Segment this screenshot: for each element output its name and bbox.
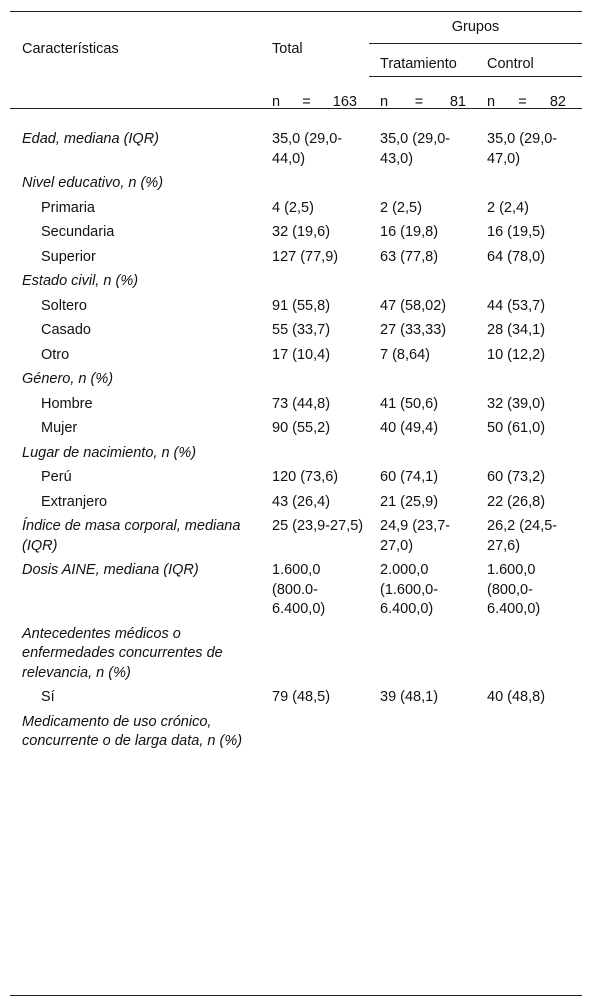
- characteristics-header: Características: [22, 41, 119, 57]
- groups-header: Grupos: [451, 19, 500, 35]
- table-row: [10, 221, 582, 246]
- total-cell: 127 (77,9): [272, 248, 339, 265]
- treatment-cell: [369, 623, 478, 687]
- bottom-rule: [10, 995, 582, 996]
- row-label: Índice de masa corporal, mediana (IQR): [22, 518, 241, 554]
- row-label: Superior: [41, 248, 96, 265]
- treatment-cell: [369, 442, 478, 467]
- total-cell: [260, 623, 369, 687]
- treatment-cell: 41 (50,6): [380, 395, 439, 412]
- table-row: [10, 442, 582, 467]
- row-label: Dosis AINE, mediana (IQR): [22, 562, 199, 578]
- total-cell: [260, 172, 369, 197]
- treatment-cell: 2 (2,5): [380, 199, 422, 216]
- total-cell: 120 (73,6): [272, 469, 339, 485]
- table-row: [10, 466, 582, 491]
- row-label: Soltero: [41, 297, 87, 314]
- row-label: Secundaria: [41, 224, 115, 240]
- total-header: Total: [272, 41, 303, 57]
- row-label: Sí: [41, 689, 55, 705]
- total-cell: [260, 442, 369, 467]
- n-total: n = 163: [272, 94, 357, 110]
- control-cell: 10 (12,2): [487, 346, 546, 363]
- treatment-cell: 47 (58,02): [380, 297, 447, 314]
- control-cell: 22 (26,8): [487, 493, 546, 510]
- table-row: [10, 270, 582, 295]
- treatment-cell: [369, 711, 478, 755]
- treatment-cell: 63 (77,8): [380, 248, 439, 265]
- row-label: Primaria: [41, 199, 95, 216]
- control-cell: 16 (19,5): [487, 224, 546, 240]
- table-row: [10, 515, 582, 559]
- table-row: [10, 197, 582, 222]
- row-label: Edad, mediana (IQR): [22, 131, 160, 147]
- control-cell: 1.600,0 (800,0-6.400,0): [487, 562, 541, 617]
- control-cell: [478, 172, 582, 197]
- total-cell: [260, 711, 369, 755]
- control-cell: [478, 270, 582, 295]
- control-cell: 2 (2,4): [487, 199, 529, 216]
- treatment-cell: [369, 368, 478, 393]
- control-cell: 28 (34,1): [487, 322, 546, 338]
- treatment-cell: 2.000,0 (1.600,0-6.400,0): [380, 562, 439, 617]
- control-cell: 40 (48,8): [487, 689, 546, 705]
- row-label: Género, n (%): [22, 371, 114, 387]
- row-label: Medicamento de uso crónico, concurrente o de larga data, n (%): [22, 713, 243, 749]
- treatment-cell: 21 (25,9): [380, 493, 439, 510]
- treatment-cell: 40 (49,4): [380, 420, 439, 436]
- treatment-cell: 24,9 (23,7-27,0): [380, 518, 451, 554]
- row-label: Mujer: [41, 420, 78, 436]
- row-label: Nivel educativo, n (%): [22, 175, 164, 191]
- control-cell: 26,2 (24,5-27,6): [487, 518, 558, 554]
- total-cell: 43 (26,4): [272, 493, 331, 510]
- row-label: Antecedentes médicos o enfermedades concurrentes de relevancia, n (%): [22, 625, 223, 681]
- control-cell: 64 (78,0): [487, 248, 546, 265]
- table-body: [10, 126, 582, 755]
- total-cell: 25 (23,9-27,5): [272, 518, 364, 534]
- table-row: [10, 711, 582, 755]
- table-row: [10, 319, 582, 344]
- row-label: Estado civil, n (%): [22, 273, 139, 289]
- table-row: [10, 393, 582, 418]
- treatment-cell: [369, 172, 478, 197]
- total-cell: 73 (44,8): [272, 395, 331, 412]
- control-cell: 44 (53,7): [487, 297, 546, 314]
- treatment-cell: 7 (8,64): [380, 346, 430, 363]
- total-cell: [260, 368, 369, 393]
- control-header: Control: [487, 56, 534, 72]
- control-cell: [478, 368, 582, 393]
- table-row: [10, 417, 582, 442]
- n-treatment: n = 81: [380, 94, 466, 110]
- total-cell: 35,0 (29,0-44,0): [272, 131, 343, 167]
- total-cell: 55 (33,7): [272, 322, 331, 338]
- table-row: [10, 295, 582, 320]
- control-cell: [478, 711, 582, 755]
- control-cell: 35,0 (29,0-47,0): [487, 131, 558, 167]
- total-cell: 79 (48,5): [272, 689, 331, 705]
- table-row: [10, 368, 582, 393]
- control-cell: 32 (39,0): [487, 395, 546, 412]
- treatment-cell: 60 (74,1): [380, 469, 439, 485]
- row-label: Lugar de nacimiento, n (%): [22, 444, 197, 461]
- total-cell: 17 (10,4): [272, 346, 331, 363]
- row-label: Extranjero: [41, 493, 108, 510]
- control-cell: [478, 442, 582, 467]
- treatment-cell: 27 (33,33): [380, 322, 447, 338]
- table-row: [10, 559, 582, 623]
- row-label: Perú: [41, 469, 72, 485]
- total-cell: [260, 270, 369, 295]
- treatment-header: Tratamiento: [380, 56, 457, 72]
- control-cell: [478, 623, 582, 687]
- treatment-cell: 16 (19,8): [380, 224, 439, 240]
- control-cell: 50 (61,0): [487, 420, 546, 436]
- total-cell: 91 (55,8): [272, 297, 331, 314]
- n-control: n = 82: [487, 94, 566, 110]
- table-row: [10, 344, 582, 369]
- treatment-cell: 35,0 (29,0-43,0): [380, 131, 451, 167]
- row-label: Otro: [41, 346, 70, 363]
- table-row: [10, 246, 582, 271]
- row-label: Casado: [41, 322, 91, 338]
- table-row: [10, 491, 582, 516]
- treatment-cell: 39 (48,1): [380, 689, 439, 705]
- total-cell: 4 (2,5): [272, 199, 314, 216]
- total-cell: 90 (55,2): [272, 420, 331, 436]
- row-label: Hombre: [41, 395, 93, 412]
- total-cell: 32 (19,6): [272, 224, 331, 240]
- table-row: [10, 172, 582, 197]
- treatment-cell: [369, 270, 478, 295]
- control-cell: 60 (73,2): [487, 469, 546, 485]
- table-row: [10, 623, 582, 687]
- table-row: [10, 126, 582, 172]
- total-cell: 1.600,0 (800.0-6.400,0): [272, 562, 326, 617]
- table-row: [10, 686, 582, 711]
- characteristics-table: [10, 12, 582, 755]
